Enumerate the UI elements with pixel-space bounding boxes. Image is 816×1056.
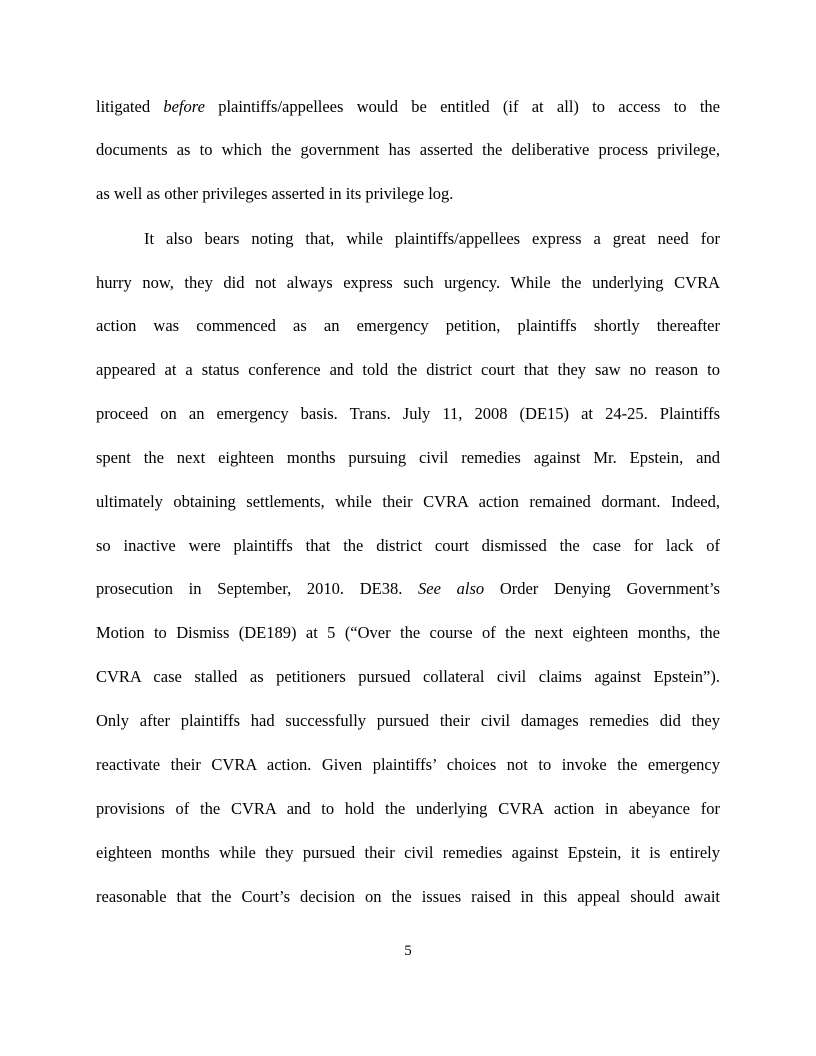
line-text: litigated xyxy=(96,97,164,116)
body-line-8 xyxy=(96,404,720,424)
line-text: prosecution in September, 2010. DE38. xyxy=(96,579,419,598)
line-text: Only after plaintiffs had successfully pursued their civil damages remedies did they xyxy=(96,711,720,730)
line-text: plaintiffs/appellees would be entitled (if at all) to access to the xyxy=(204,97,720,116)
body-line-5 xyxy=(96,273,720,293)
body-line-14 xyxy=(96,667,720,687)
line-text: appeared at a status conference and told the district court that they saw no reason to xyxy=(96,360,720,379)
body-line-19 xyxy=(96,887,720,907)
line-text: action was commenced as an emergency petition, plaintiffs shortly thereafter xyxy=(96,316,720,335)
line-text: eighteen months while they pursued their civil remedies against Epstein, it is entirely xyxy=(96,843,720,862)
body-line-6 xyxy=(96,316,720,336)
body-line-18 xyxy=(96,843,720,863)
page-number: 5 xyxy=(404,943,412,959)
line-text: as well as other privileges asserted in its privilege log. xyxy=(96,184,454,203)
citation-signal: See also xyxy=(418,579,485,598)
line-text: CVRA case stalled as petitioners pursued collateral civil claims against Epstein”). xyxy=(96,667,720,686)
line-text: ultimately obtaining settlements, while their CVRA action remained dormant. Indeed, xyxy=(96,492,720,511)
line-text: spent the next eighteen months pursuing civil remedies against Mr. Epstein, and xyxy=(96,448,720,467)
line-text: Motion to Dismiss (DE189) at 5 (“Over the course of the next eighteen months, the xyxy=(96,623,720,642)
body-line-9 xyxy=(96,448,720,468)
body-line-2 xyxy=(96,140,720,160)
body-line-7 xyxy=(96,360,720,380)
body-line-17 xyxy=(96,799,720,819)
body-line-3 xyxy=(96,184,720,204)
body-line-1 xyxy=(96,97,720,117)
line-text: provisions of the CVRA and to hold the underlying CVRA action in abeyance for xyxy=(96,799,720,818)
body-line-4 xyxy=(144,229,720,249)
line-text: Order Denying Government’s xyxy=(484,579,720,598)
body-line-15 xyxy=(96,711,720,731)
body-line-12 xyxy=(96,579,720,599)
body-line-10 xyxy=(96,492,720,512)
line-text: so inactive were plaintiffs that the district court dismissed the case for lack of xyxy=(96,536,720,555)
body-line-11 xyxy=(96,536,720,556)
emphasis-text: before xyxy=(163,97,205,116)
line-text: documents as to which the government has asserted the deliberative process privilege, xyxy=(96,140,720,159)
body-line-13 xyxy=(96,623,720,643)
body-line-16 xyxy=(96,755,720,775)
line-text: hurry now, they did not always express such urgency. While the underlying CVRA xyxy=(96,273,720,292)
line-text: reasonable that the Court’s decision on the issues raised in this appeal should await xyxy=(96,887,720,906)
line-text: It also bears noting that, while plaintiffs/appellees express a great need for xyxy=(144,229,720,248)
line-text: proceed on an emergency basis. Trans. July 11, 2008 (DE15) at 24-25. Plaintiffs xyxy=(96,404,720,423)
line-text: reactivate their CVRA action. Given plaintiffs’ choices not to invoke the emergency xyxy=(96,755,720,774)
